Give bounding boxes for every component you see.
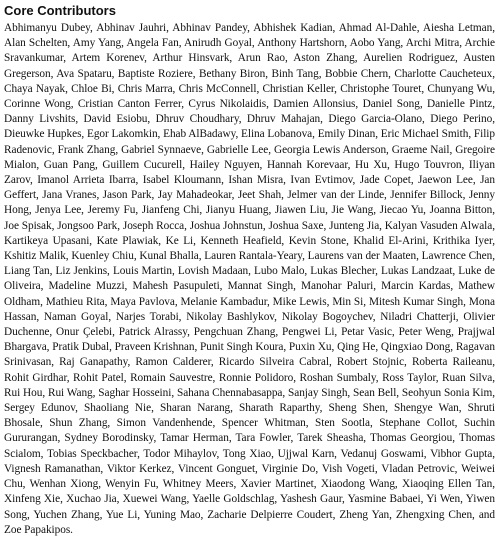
contributor-list: Abhimanyu Dubey, Abhinav Jauhri, Abhinav Pandey, Abhishek Kadian, Ahmad Al-Dahle, Aiesha Letman, Alan Schelten, Amy Yang, Angela Fan, Anirudh Goyal, Anthony Hartshorn, Aobo Yang, Archi Mitra, Archie Sravankumar, Artem Korenev, Arthur Hinsvark, Arun Rao, Aston Zhang, Aurelien Rodriguez, Austen Gregerson, Ava Spataru, Baptiste Roziere, Bethany Biron, Binh Tang, Bobbie Chern, Charlotte Caucheteux, Chaya Nayak, Chloe Bi, Chris Marra, Chris McConnell, Christian Keller, Christophe Touret, Chunyang Wu, Corinne Wong, Cristian Canton Ferrer, Cyrus Nikolaidis, Damien Allonsius, Daniel Song, Danielle Pintz, Danny Livshits, David Esiobu, Dhruv Choudhary, Dhruv Mahajan, Diego Garcia-Olano, Diego Perino, Dieuwke Hupkes, Egor Lakomkin, Ehab AlBadawy, Elina Lobanova, Emily Dinan, Eric Michael Smith, Filip Radenovic, Frank Zhang, Gabriel Synnaeve, Gabrielle Lee, Georgia Lewis Anderson, Graeme Nail, Gregoire Mialon, Guan Pang, Guillem Cucurell, Hailey Nguyen, Hannah Korevaar, Hu Xu, Hugo Touvron, Iliyan Zarov, Imanol Arrieta Ibarra, Isabel Kloumann, Ishan Misra, Ivan Evtimov, Jade Copet, Jaewon Lee, Jan Geffert, Jana Vranes, Jason Park, Jay Mahadeokar, Jeet Shah, Jelmer van der Linde, Jennifer Billock, Jenny Hong, Jenya Lee, Jeremy Fu, Jianfeng Chi, Jianyu Huang, Jiawen Liu, Jie Wang, Jiecao Yu, Joanna Bitton, Joe Spisak, Jongsoo Park, Joseph Rocca, Joshua Johnstun, Joshua Saxe, Junteng Jia, Kalyan Vasuden Alwala, Kartikeya Upasani, Kate Plawiak, Ke Li, Kenneth Heafield, Kevin Stone, Khalid El-Arini, Krithika Iyer, Kshitiz Malik, Kuenley Chiu, Kunal Bhalla, Lauren Rantala-Yeary, Laurens van der Maaten, Lawrence Chen, Liang Tan, Liz Jenkins, Louis Martin, Lovish Madaan, Lubo Malo, Lukas Blecher, Lukas Landzaat, Luke de Oliveira, Madeline Muzzi, Mahesh Pasupuleti, Mannat Singh, Manohar Paluri, Marcin Kardas, Mathew Oldham, Mathieu Rita, Maya Pavlova, Melanie Kambadur, Mike Lewis, Min Si, Mitesh Kumar Singh, Mona Hassan, Naman Goyal, Narjes Torabi, Nikolay Bashlykov, Nikolay Bogoychev, Niladri Chatterji, Olivier Duchenne, Onur Çelebi, Patrick Alrassy, Pengchuan Zhang, Pengwei Li, Petar Vasic, Peter Weng, Prajjwal Bhargava, Pratik Dubal, Praveen Krishnan, Punit Singh Koura, Puxin Xu, Qing He, Qingxiao Dong, Ragavan Srinivasan, Raj Ganapathy, Ramon Calderer, Ricardo Silveira Cabral, Robert Stojnic, Roberta Raileanu, Rohit Girdhar, Rohit Patel, Romain Sauvestre, Ronnie Polidoro, Roshan Sumbaly, Ross Taylor, Ruan Silva, Rui Hou, Rui Wang, Saghar Hosseini, Sahana Chennabasappa, Sanjay Singh, Sean Bell, Seohyun Sonia Kim, Sergey Edunov, Shaoliang Nie, Sharan Narang, Sharath Raparthy, Sheng Shen, Shengye Wan, Shruti Bhosale, Shun Zhang, Simon Vandenhende, Spencer Whitman, Sten Sootla, Stephane Collot, Suchin Gururangan, Sydney Borodinsky, Tamar Herman, Tara Fowler, Tarek Sheasha, Thomas Georgiou, Thomas Scialom, Tobias Speckbacher, Todor Mihaylov, Tong Xiao, Ujjwal Karn, Vedanuj Goswami, Vibhor Gupta, Vignesh Ramanathan, Viktor Kerkez, Vincent Gonguet, Virginie Do, Vish Vogeti, Vladan Petrovic, Weiwei Chu, Wenhan Xiong, Wenyin Fu, Whitney Meers, Xavier Martinet, Xiaodong Wang, Xiaoqing Ellen Tan, Xinfeng Xie, Xuchao Jia, Xuewei Wang, Yaelle Goldschlag, Yashesh Gaur, Yasmine Babaei, Yi Wen, Yiwen Song, Yuchen Zhang, Yue Li, Yuning Mao, Zacharie Delpierre Coudert, Zheng Yan, Zhengxing Chen, and Zoe Papakipos.: [4, 22, 495, 536]
section-heading: Core Contributors: [4, 3, 116, 18]
